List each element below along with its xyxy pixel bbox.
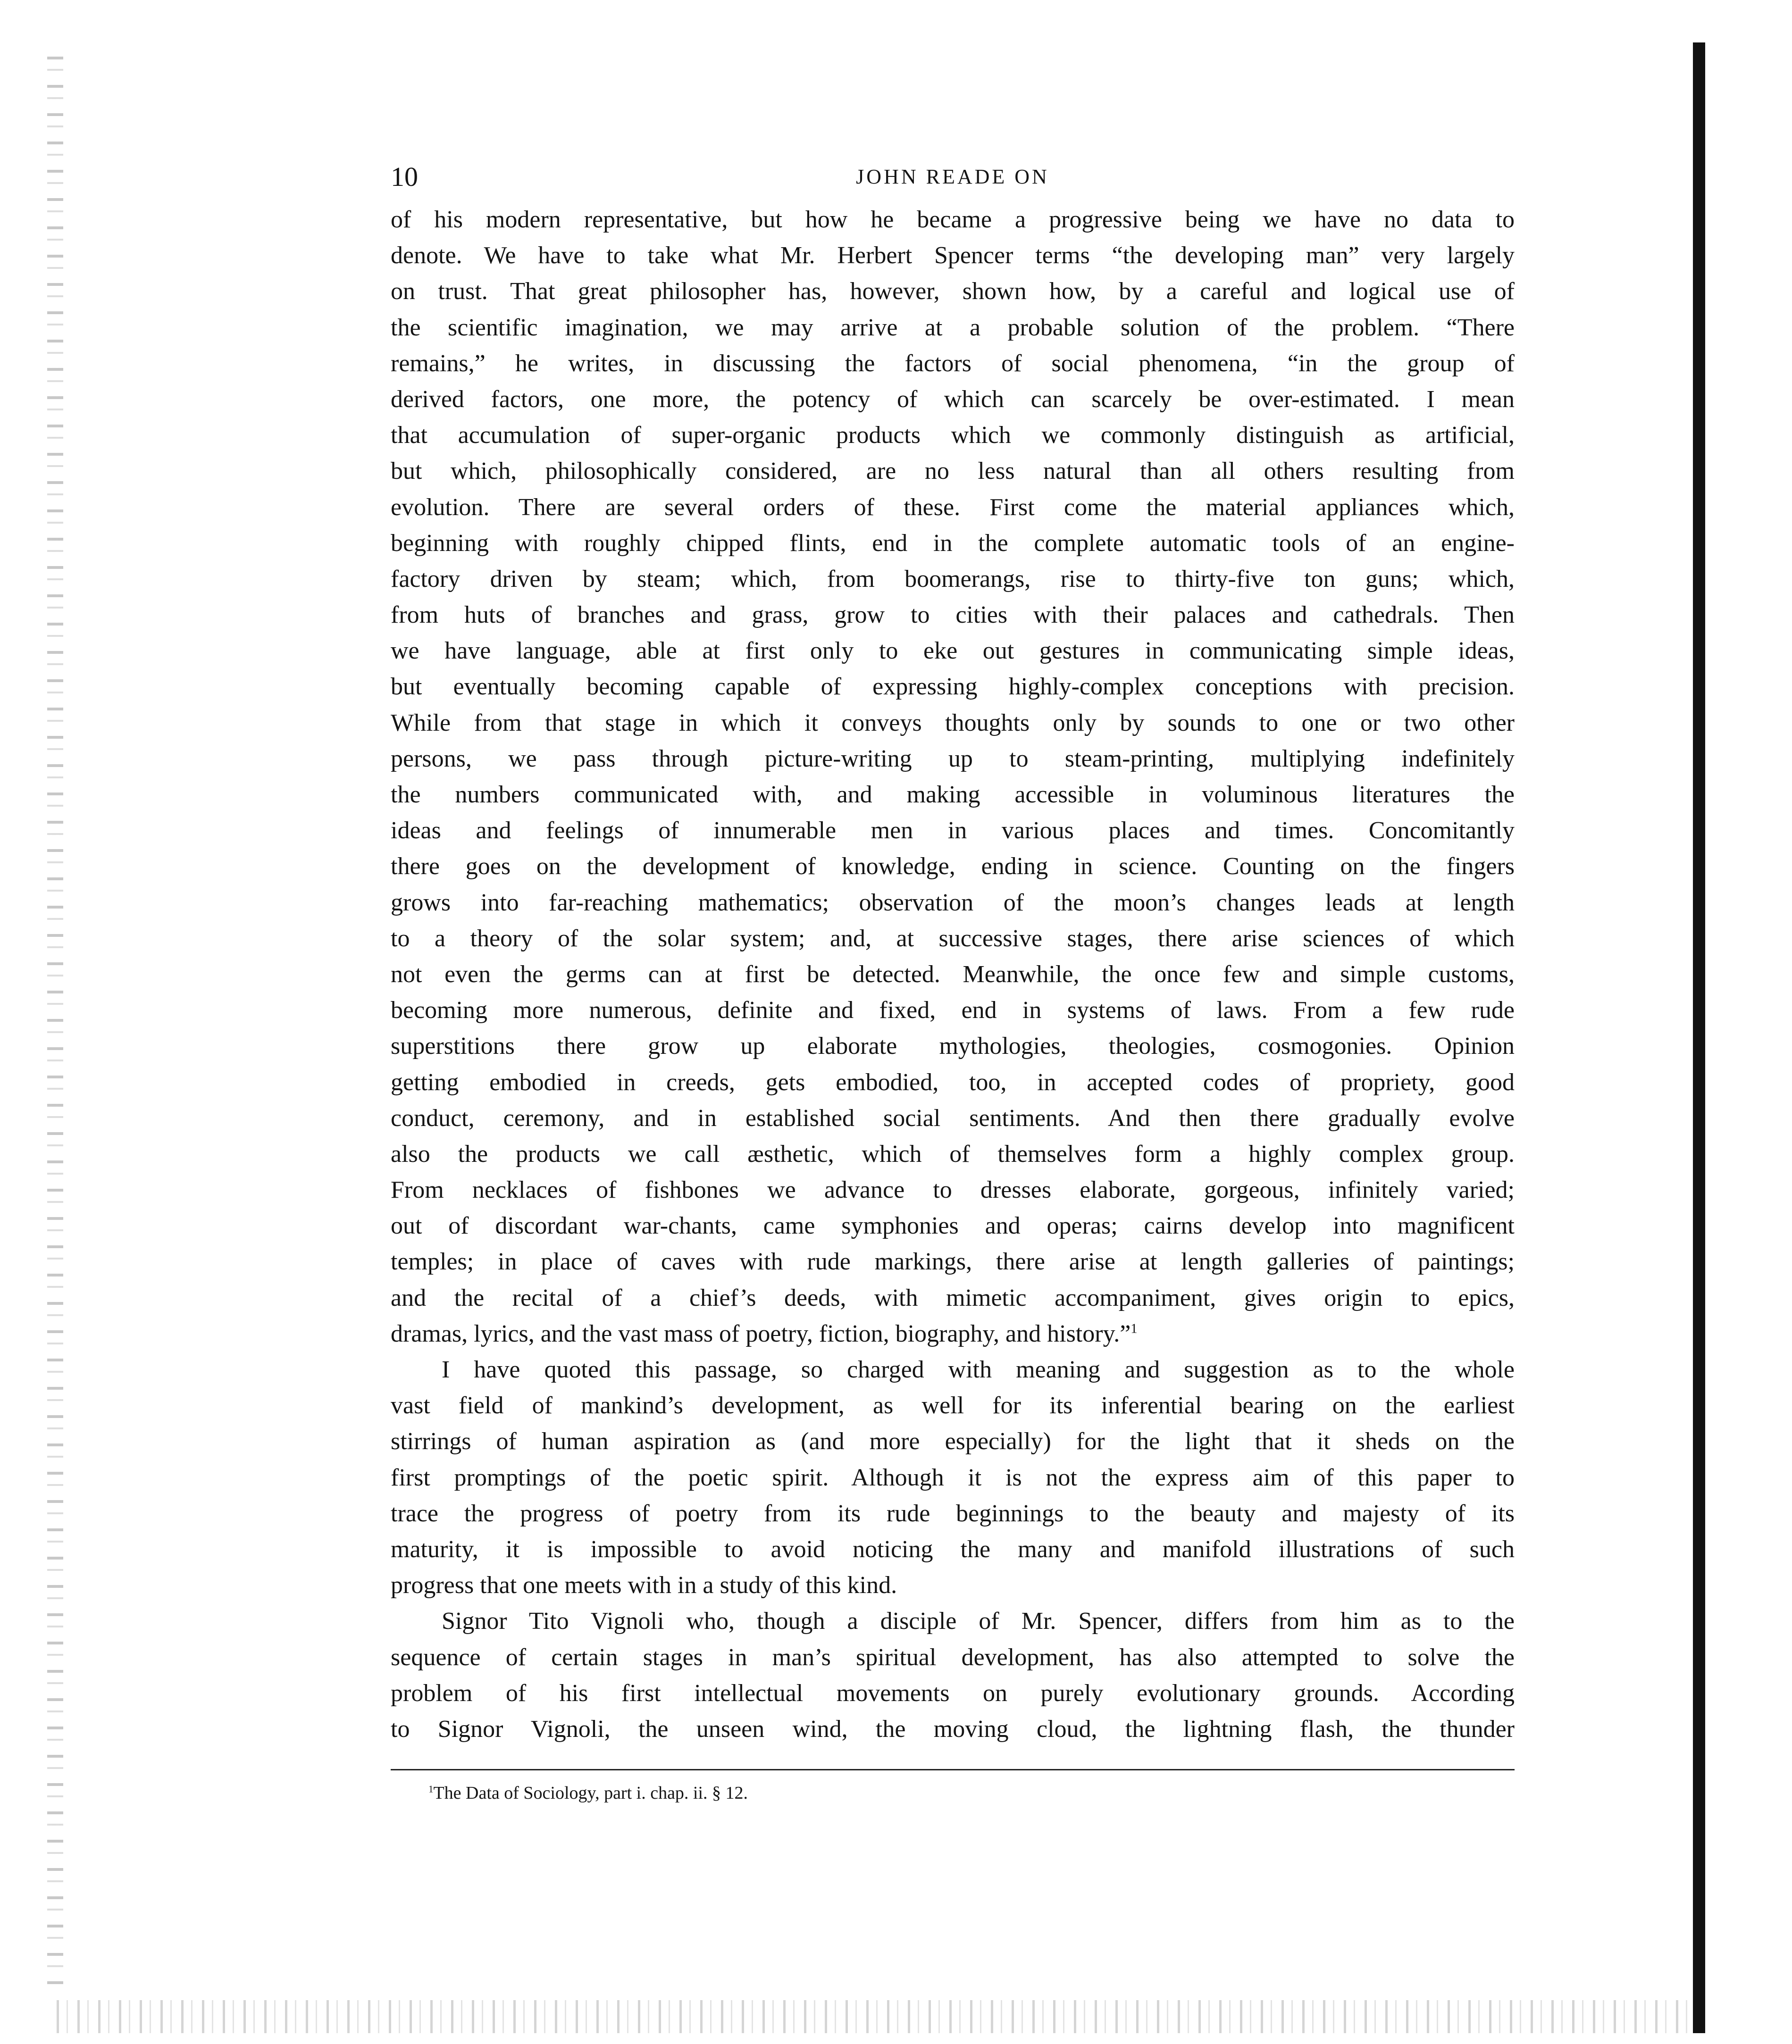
text-line-content: dramas, lyrics, and the vast mass of poetry, fiction, biography, and history.”: [391, 1320, 1131, 1347]
footnote-marker: 1: [428, 1783, 434, 1795]
text-line: derived factors, one more, the potency of which can scarcely be over-estimated. I mean: [391, 385, 1515, 413]
text-line: we have language, able at first only to eke out gestures in communicating simple ideas,: [391, 637, 1515, 665]
footnote-reference: 1: [1130, 1321, 1138, 1336]
body-text: [391, 202, 1515, 1747]
text-line: becoming more numerous, definite and fixed, end in systems of laws. From a few rude: [391, 997, 1515, 1024]
paragraph: [391, 1603, 1515, 1747]
text-line: out of discordant war-chants, came symphonies and operas; cairns develop into magnificent: [391, 1212, 1515, 1240]
text-line: grows into far-reaching mathematics; observation of the moon’s changes leads at length: [391, 889, 1515, 916]
footnote-text: The Data of Sociology, part i. chap. ii. § 12.: [433, 1783, 748, 1803]
text-line: I have quoted this passage, so charged with meaning and suggestion as to the whole: [442, 1356, 1515, 1383]
text-line: While from that stage in which it conveys thoughts only by sounds to one or two other: [391, 709, 1515, 736]
text-line: and the recital of a chief’s deeds, with mimetic accompaniment, gives origin to epics,: [391, 1284, 1515, 1311]
scan-edge-left: [47, 57, 63, 1991]
paragraph: [391, 202, 1515, 1352]
text-line: denote. We have to take what Mr. Herbert Spencer terms “the developing man” very largely: [391, 242, 1515, 269]
text-line: temples; in place of caves with rude markings, there arise at length galleries of paintings;: [391, 1248, 1515, 1276]
text-line: not even the germs can at first be detected. Meanwhile, the once few and simple customs,: [391, 960, 1515, 988]
text-line: progress that one meets with in a study of this kind.: [391, 1572, 897, 1599]
text-line: evolution. There are several orders of these. First come the material appliances which,: [391, 493, 1515, 521]
text-line: beginning with roughly chipped flints, end in the complete automatic tools of an engine-: [391, 529, 1515, 557]
text-line: factory driven by steam; which, from boomerangs, rise to thirty-five ton guns; which,: [391, 565, 1515, 592]
text-line: vast field of mankind’s development, as well for its inferential bearing on the earliest: [391, 1392, 1515, 1419]
paragraph: [391, 1352, 1515, 1603]
text-line: that accumulation of super-organic products which we commonly distinguish as artificial,: [391, 422, 1515, 449]
footnote-divider: [391, 1769, 1515, 1770]
text-line: Signor Tito Vignoli who, though a disciple of Mr. Spencer, differs from him as to the: [442, 1608, 1515, 1635]
page-number: 10: [391, 161, 418, 192]
text-line: maturity, it is impossible to avoid noticing the many and manifold illustrations of such: [391, 1535, 1515, 1563]
text-line: persons, we pass through picture-writing up to steam-printing, multiplying indefinitely: [391, 745, 1515, 772]
text-line: the scientific imagination, we may arrive at a probable solution of the problem. “There: [391, 314, 1515, 341]
text-line: conduct, ceremony, and in established social sentiments. And then there gradually evolve: [391, 1104, 1515, 1132]
text-line: getting embodied in creeds, gets embodied, too, in accepted codes of propriety, good: [391, 1068, 1515, 1096]
text-line: problem of his first intellectual movements on purely evolutionary grounds. According: [391, 1679, 1515, 1707]
text-line: superstitions there grow up elaborate mythologies, theologies, cosmogonies. Opinion: [391, 1033, 1515, 1060]
text-line: stirrings of human aspiration as (and more especially) for the light that it sheds on the: [391, 1428, 1515, 1455]
text-line: on trust. That great philosopher has, however, shown how, by a careful and logical use of: [391, 278, 1515, 305]
footnote: [391, 1779, 1515, 1807]
text-line: of his modern representative, but how he became a progressive being we have no data to: [391, 206, 1515, 233]
text-line: there goes on the development of knowledge, ending in science. Counting on the fingers: [391, 853, 1515, 880]
text-line: but eventually becoming capable of expressing highly-complex conceptions with precision.: [391, 673, 1515, 701]
text-line: ideas and feelings of innumerable men in various places and times. Concomitantly: [391, 817, 1515, 844]
text-line: but which, philosophically considered, are no less natural than all others resulting from: [391, 458, 1515, 485]
text-line: to a theory of the solar system; and, at successive stages, there arise sciences of which: [391, 925, 1515, 952]
text-line: [391, 1316, 1515, 1352]
scan-edge-right: [1693, 42, 1705, 2033]
text-line: to Signor Vignoli, the unseen wind, the moving cloud, the lightning flash, the thunder: [391, 1715, 1515, 1743]
text-line: sequence of certain stages in man’s spiritual development, has also attempted to solve the: [391, 1644, 1515, 1671]
text-line: from huts of branches and grass, grow to cities with their palaces and cathedrals. Then: [391, 601, 1515, 629]
running-head: JOHN READE ON: [856, 165, 1049, 188]
scan-edge-bottom: [57, 2000, 1689, 2033]
text-line: From necklaces of fishbones we advance to dresses elaborate, gorgeous, infinitely varied;: [391, 1176, 1515, 1204]
text-line: trace the progress of poetry from its rude beginnings to the beauty and majesty of its: [391, 1500, 1515, 1527]
page-header: [391, 156, 1515, 198]
text-line: remains,” he writes, in discussing the factors of social phenomena, “in the group of: [391, 350, 1515, 377]
book-page: [391, 156, 1515, 1807]
text-line: first promptings of the poetic spirit. Although it is not the express aim of this paper to: [391, 1464, 1515, 1491]
text-line: the numbers communicated with, and making accessible in voluminous literatures the: [391, 781, 1515, 808]
text-line: also the products we call æsthetic, which of themselves form a highly complex group.: [391, 1140, 1515, 1168]
